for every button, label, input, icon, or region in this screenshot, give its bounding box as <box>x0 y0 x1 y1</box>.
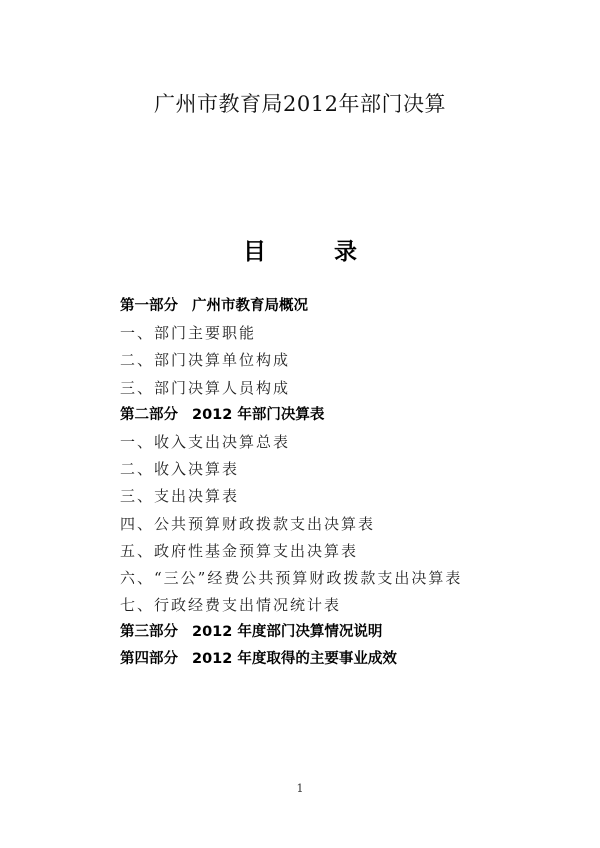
toc-item: 五、政府性基金预算支出决算表 <box>120 541 359 560</box>
toc-item: 三、支出决算表 <box>120 487 240 506</box>
toc-part-2 <box>120 402 560 429</box>
toc-part-title: 2012 年度取得的主要事业成效 <box>192 651 397 668</box>
document-title: 广州市教育局2012年部门决算 <box>154 92 446 116</box>
toc-item: 三、部门决算人员构成 <box>120 378 291 397</box>
toc-part-3 <box>120 619 560 646</box>
toc-part-label: 第二部分 <box>120 406 178 423</box>
toc-heading: 目 录 <box>242 239 387 265</box>
toc-part-label: 第一部分 <box>120 298 178 314</box>
toc-item: 二、收入决算表 <box>120 460 240 479</box>
toc-part-label: 第三部分 <box>120 624 178 641</box>
toc-part-4 <box>120 646 560 673</box>
toc-part-label: 第四部分 <box>120 651 178 668</box>
toc-item: 一、部门主要职能 <box>120 324 257 343</box>
toc-item: 七、行政经费支出情况统计表 <box>120 596 342 615</box>
toc-item: 二、部门决算单位构成 <box>120 351 291 370</box>
toc-item: 六、“三公”经费公共预算财政拨款支出决算表 <box>120 568 463 587</box>
toc-part-title: 2012 年度部门决算情况说明 <box>192 624 383 641</box>
toc-part-1 <box>120 293 560 320</box>
toc-item: 四、公共预算财政拨款支出决算表 <box>120 514 376 533</box>
page-number: 1 <box>296 782 304 795</box>
table-of-contents <box>120 293 560 674</box>
toc-part-title: 广州市教育局概况 <box>192 298 308 314</box>
toc-item: 一、收入支出决算总表 <box>120 432 291 451</box>
toc-part-title: 2012 年部门决算表 <box>192 406 325 423</box>
